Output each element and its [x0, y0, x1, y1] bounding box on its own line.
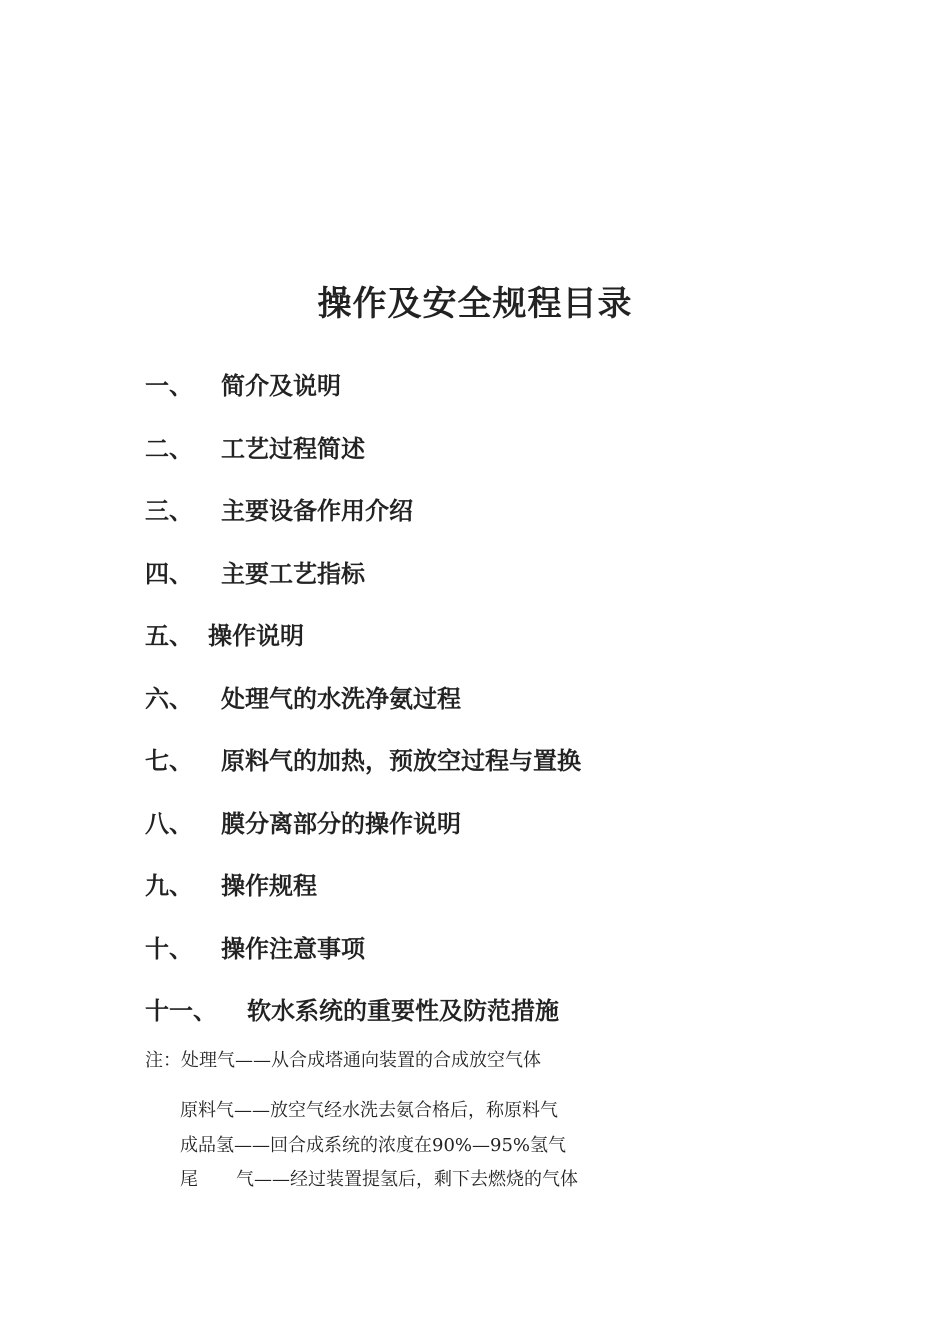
document-title: 操作及安全规程目录 — [317, 284, 633, 324]
toc-item-number: 三、 — [145, 496, 193, 525]
toc-item-text: 膜分离部分的操作说明 — [221, 808, 461, 838]
toc-item-number: 九、 — [145, 871, 193, 900]
toc-item-number: 五、 — [145, 621, 193, 650]
toc-item-text: 软水系统的重要性及防范措施 — [247, 996, 559, 1025]
toc-item-number: 一、 — [145, 371, 193, 400]
toc-item-text: 操作规程 — [221, 871, 317, 900]
note-line: 成品氢——回合成系统的浓度在90%—95%氢气 — [180, 1134, 567, 1156]
toc-item-number: 二、 — [145, 433, 193, 463]
toc-item-text: 处理气的水洗净氨过程 — [221, 683, 461, 713]
toc-item-number: 八、 — [145, 808, 193, 838]
toc-item-number: 四、 — [145, 558, 193, 588]
note-tail-term: 尾 — [180, 1169, 198, 1190]
note-definitions — [180, 1096, 578, 1200]
toc-item-number: 十一、 — [145, 996, 217, 1025]
toc-item-number: 十、 — [145, 933, 193, 963]
note-line: 原料气——放空气经水洗去氨合格后，称原料气 — [180, 1100, 558, 1121]
note-line-tail — [180, 1165, 578, 1200]
toc-item-text: 原料气的加热，预放空过程与置换 — [221, 746, 581, 775]
toc-item-text: 操作说明 — [208, 621, 304, 650]
toc-item-text: 主要工艺指标 — [221, 558, 365, 588]
toc-item-text: 主要设备作用介绍 — [221, 496, 413, 525]
toc-item-text: 工艺过程简述 — [221, 433, 365, 463]
note-tail-definition: 气——经过装置提氢后，剩下去燃烧的气体 — [236, 1169, 578, 1190]
toc-item-number: 七、 — [145, 746, 193, 775]
note-label: 注：处理气——从合成塔通向装置的合成放空气体 — [145, 1050, 541, 1071]
toc-item-text: 操作注意事项 — [221, 933, 365, 963]
toc-item-number: 六、 — [145, 683, 193, 713]
toc-item-text: 简介及说明 — [221, 371, 341, 400]
